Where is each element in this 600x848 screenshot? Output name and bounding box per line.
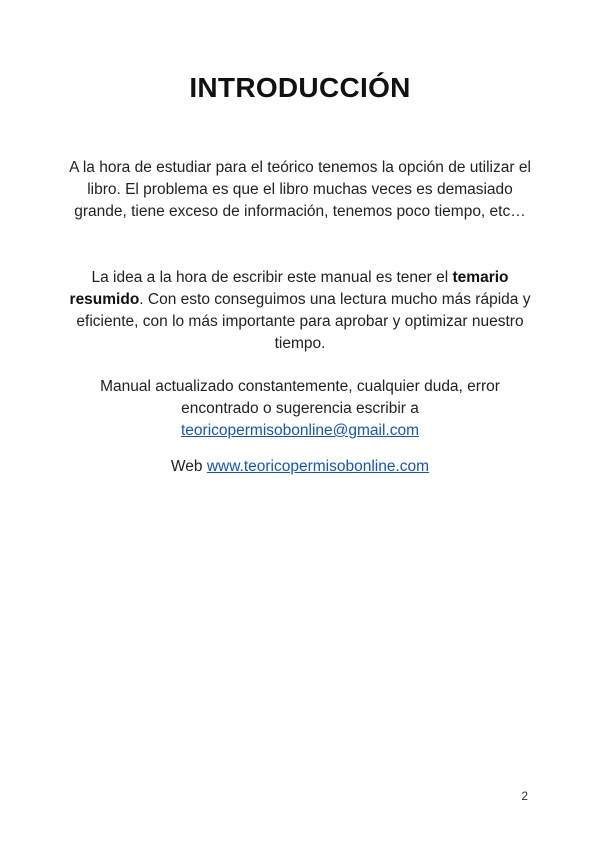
website-link[interactable]: www.teoricopermisobonline.com bbox=[206, 458, 430, 475]
bold-phrase: temario resumido bbox=[69, 269, 509, 308]
page-number: 2 bbox=[521, 789, 528, 803]
email-link[interactable]: teoricopermisobonline@gmail.com bbox=[180, 422, 419, 439]
intro-paragraph: A la hora de estudiar para el teórico tenemos la opción de utilizar el libro. El problema es que el libro muchas veces es demasiado grande, tiene exceso de información, tenemos poco tiempo, etc… bbox=[69, 159, 531, 220]
purpose-paragraph bbox=[60, 267, 540, 355]
page-title: INTRODUCCIÓN bbox=[189, 72, 411, 103]
purpose-text-end: . Con esto conseguimos una lectura mucho más rápida y eficiente, con lo más importante para aprobar y optimizar nuestro tiempo. bbox=[76, 291, 531, 352]
contact-paragraph bbox=[60, 376, 540, 442]
contact-text: Manual actualizado constantemente, cualquier duda, error encontrado o sugerencia escribir a bbox=[100, 378, 500, 417]
purpose-text-start: La idea a la hora de escribir este manual es tener el bbox=[91, 269, 453, 286]
website-label: Web bbox=[170, 458, 207, 475]
website-paragraph bbox=[60, 456, 540, 478]
